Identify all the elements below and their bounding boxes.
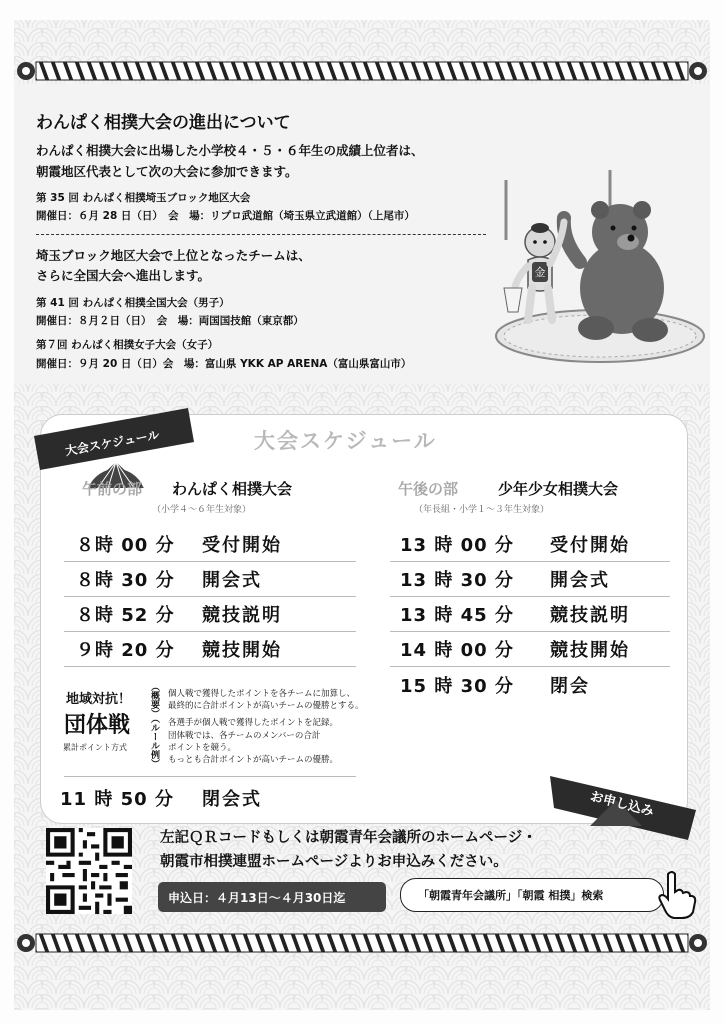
morning-row-2-activity: 開会式 [202,570,262,591]
search-keyword-text: 「朝霞青年会議所」「朝霞 相撲」検索 [418,889,604,902]
block-line-1: 埼玉ブロック地区大会で上位となったチームは、 [36,248,311,263]
apply-instruction-line-1: 左記ＱＲコードもしくは朝霞青年会議所のホームページ・ [160,830,537,846]
afternoon-row-5-time: 15 時 30 分 [400,676,514,697]
afternoon-row-2-activity: 開会式 [550,570,610,591]
afternoon-target: （年長組・小学１～３年生対象） [414,505,550,515]
qr-code[interactable] [46,828,132,914]
row-divider [64,561,356,562]
event3-detail: 開催日：９月 20 日（日）会 場：富山県 YKK AP ARENA（富山県富山市） [36,358,412,370]
rule-line-1: 各選手が個人戦で獲得したポイントを記録。 [168,718,339,728]
afternoon-row-3-time: 13 時 45 分 [400,605,514,626]
row-divider [64,596,356,597]
afternoon-row-1-activity: 受付開始 [550,535,630,556]
row-divider [390,666,670,667]
apply-tag-text: お申し込み [588,789,656,820]
schedule-tag-text: 大会スケジュール [64,427,161,459]
morning-event: わんぱく相撲大会 [172,480,293,498]
afternoon-row-5-activity: 閉会 [550,676,590,697]
rule-line-2: 団体戦では、各チームのメンバーの合計 [168,731,321,741]
row-divider [64,666,356,667]
morning-label: 午前の部 [82,480,143,498]
row-divider [390,561,670,562]
team-method-label: 累計ポイント方式 [63,743,127,752]
morning-row-4-time: ９時 20 分 [76,640,175,661]
block-line-2: さらに全国大会へ進出します。 [36,268,211,283]
afternoon-row-2-time: 13 時 30 分 [400,570,514,591]
row-divider [64,631,356,632]
team-regional-label: 地域対抗！ [66,692,132,707]
event2-name: 第 41 回 わんぱく相撲全国大会（男子） [36,297,230,309]
afternoon-row-4-activity: 競技開始 [550,640,630,661]
rule-line-3: ポイントを競う。 [168,743,237,753]
morning-row-4-activity: 競技開始 [202,640,282,661]
afternoon-row-3-activity: 競技説明 [550,605,630,626]
morning-closing-time: 11 時 50 分 [60,789,174,810]
intro-heading: わんぱく相撲大会の進出について [36,113,291,133]
apply-instruction-line-2: 朝霞市相撲連盟ホームページよりお申込みください。 [160,854,508,870]
pointing-hand-icon [656,870,698,920]
afternoon-row-1-time: 13 時 00 分 [400,535,514,556]
overview-line-1: 個人戦で獲得したポイントを各チームに加算し、 [168,689,356,699]
overview-line-2: 最終的に合計ポイントが高いチームの優勝とする。 [168,701,364,711]
rope-border-top [14,60,710,82]
morning-target: （小学４～６年生対象） [152,505,252,515]
apply-fan-tag [546,760,706,848]
intro-lead-line-1: わんぱく相撲大会に出場した小学校４・５・６年生の成績上位者は、 [36,143,424,158]
morning-row-1-time: ８時 00 分 [76,535,175,556]
event3-name: 第７回 わんぱく相撲女子大会（女子） [36,339,219,351]
event1-name: 第 35 回 わんぱく相撲埼玉ブロック地区大会 [36,192,251,204]
dashed-divider [36,234,486,235]
team-battle-label: 団体戦 [64,713,131,738]
schedule-title: 大会スケジュール [254,429,437,453]
event1-detail: 開催日：６月 28 日（日） 会 場：リプロ武道館（埼玉県立武道館）（上尾市） [36,210,415,222]
morning-row-2-time: ８時 30 分 [76,570,175,591]
sumo-bear-illustration [492,170,706,370]
afternoon-label: 午後の部 [398,480,459,498]
morning-row-3-activity: 競技説明 [202,605,282,626]
apply-date-text: 申込日：４月13日～４月30日迄 [168,891,346,905]
overview-label: （概要） [149,682,159,718]
row-divider [390,631,670,632]
morning-row-1-activity: 受付開始 [202,535,282,556]
morning-row-3-time: ８時 52 分 [76,605,175,626]
rule-line-4: もっとも合計ポイントが高いチームの優勝。 [168,755,339,765]
row-divider [390,596,670,597]
afternoon-event: 少年少女相撲大会 [498,480,619,498]
rule-example-label: （ルール例） [149,714,159,768]
morning-closing-activity: 閉会式 [202,789,262,810]
rope-border-bottom [14,932,710,954]
row-divider [64,776,356,777]
intro-lead-line-2: 朝霞地区代表として次の大会に参加できます。 [36,164,298,179]
apron-character: 金 [534,266,546,279]
afternoon-row-4-time: 14 時 00 分 [400,640,514,661]
event2-detail: 開催日：８月２日（日） 会 場：両国国技館（東京都） [36,315,304,327]
